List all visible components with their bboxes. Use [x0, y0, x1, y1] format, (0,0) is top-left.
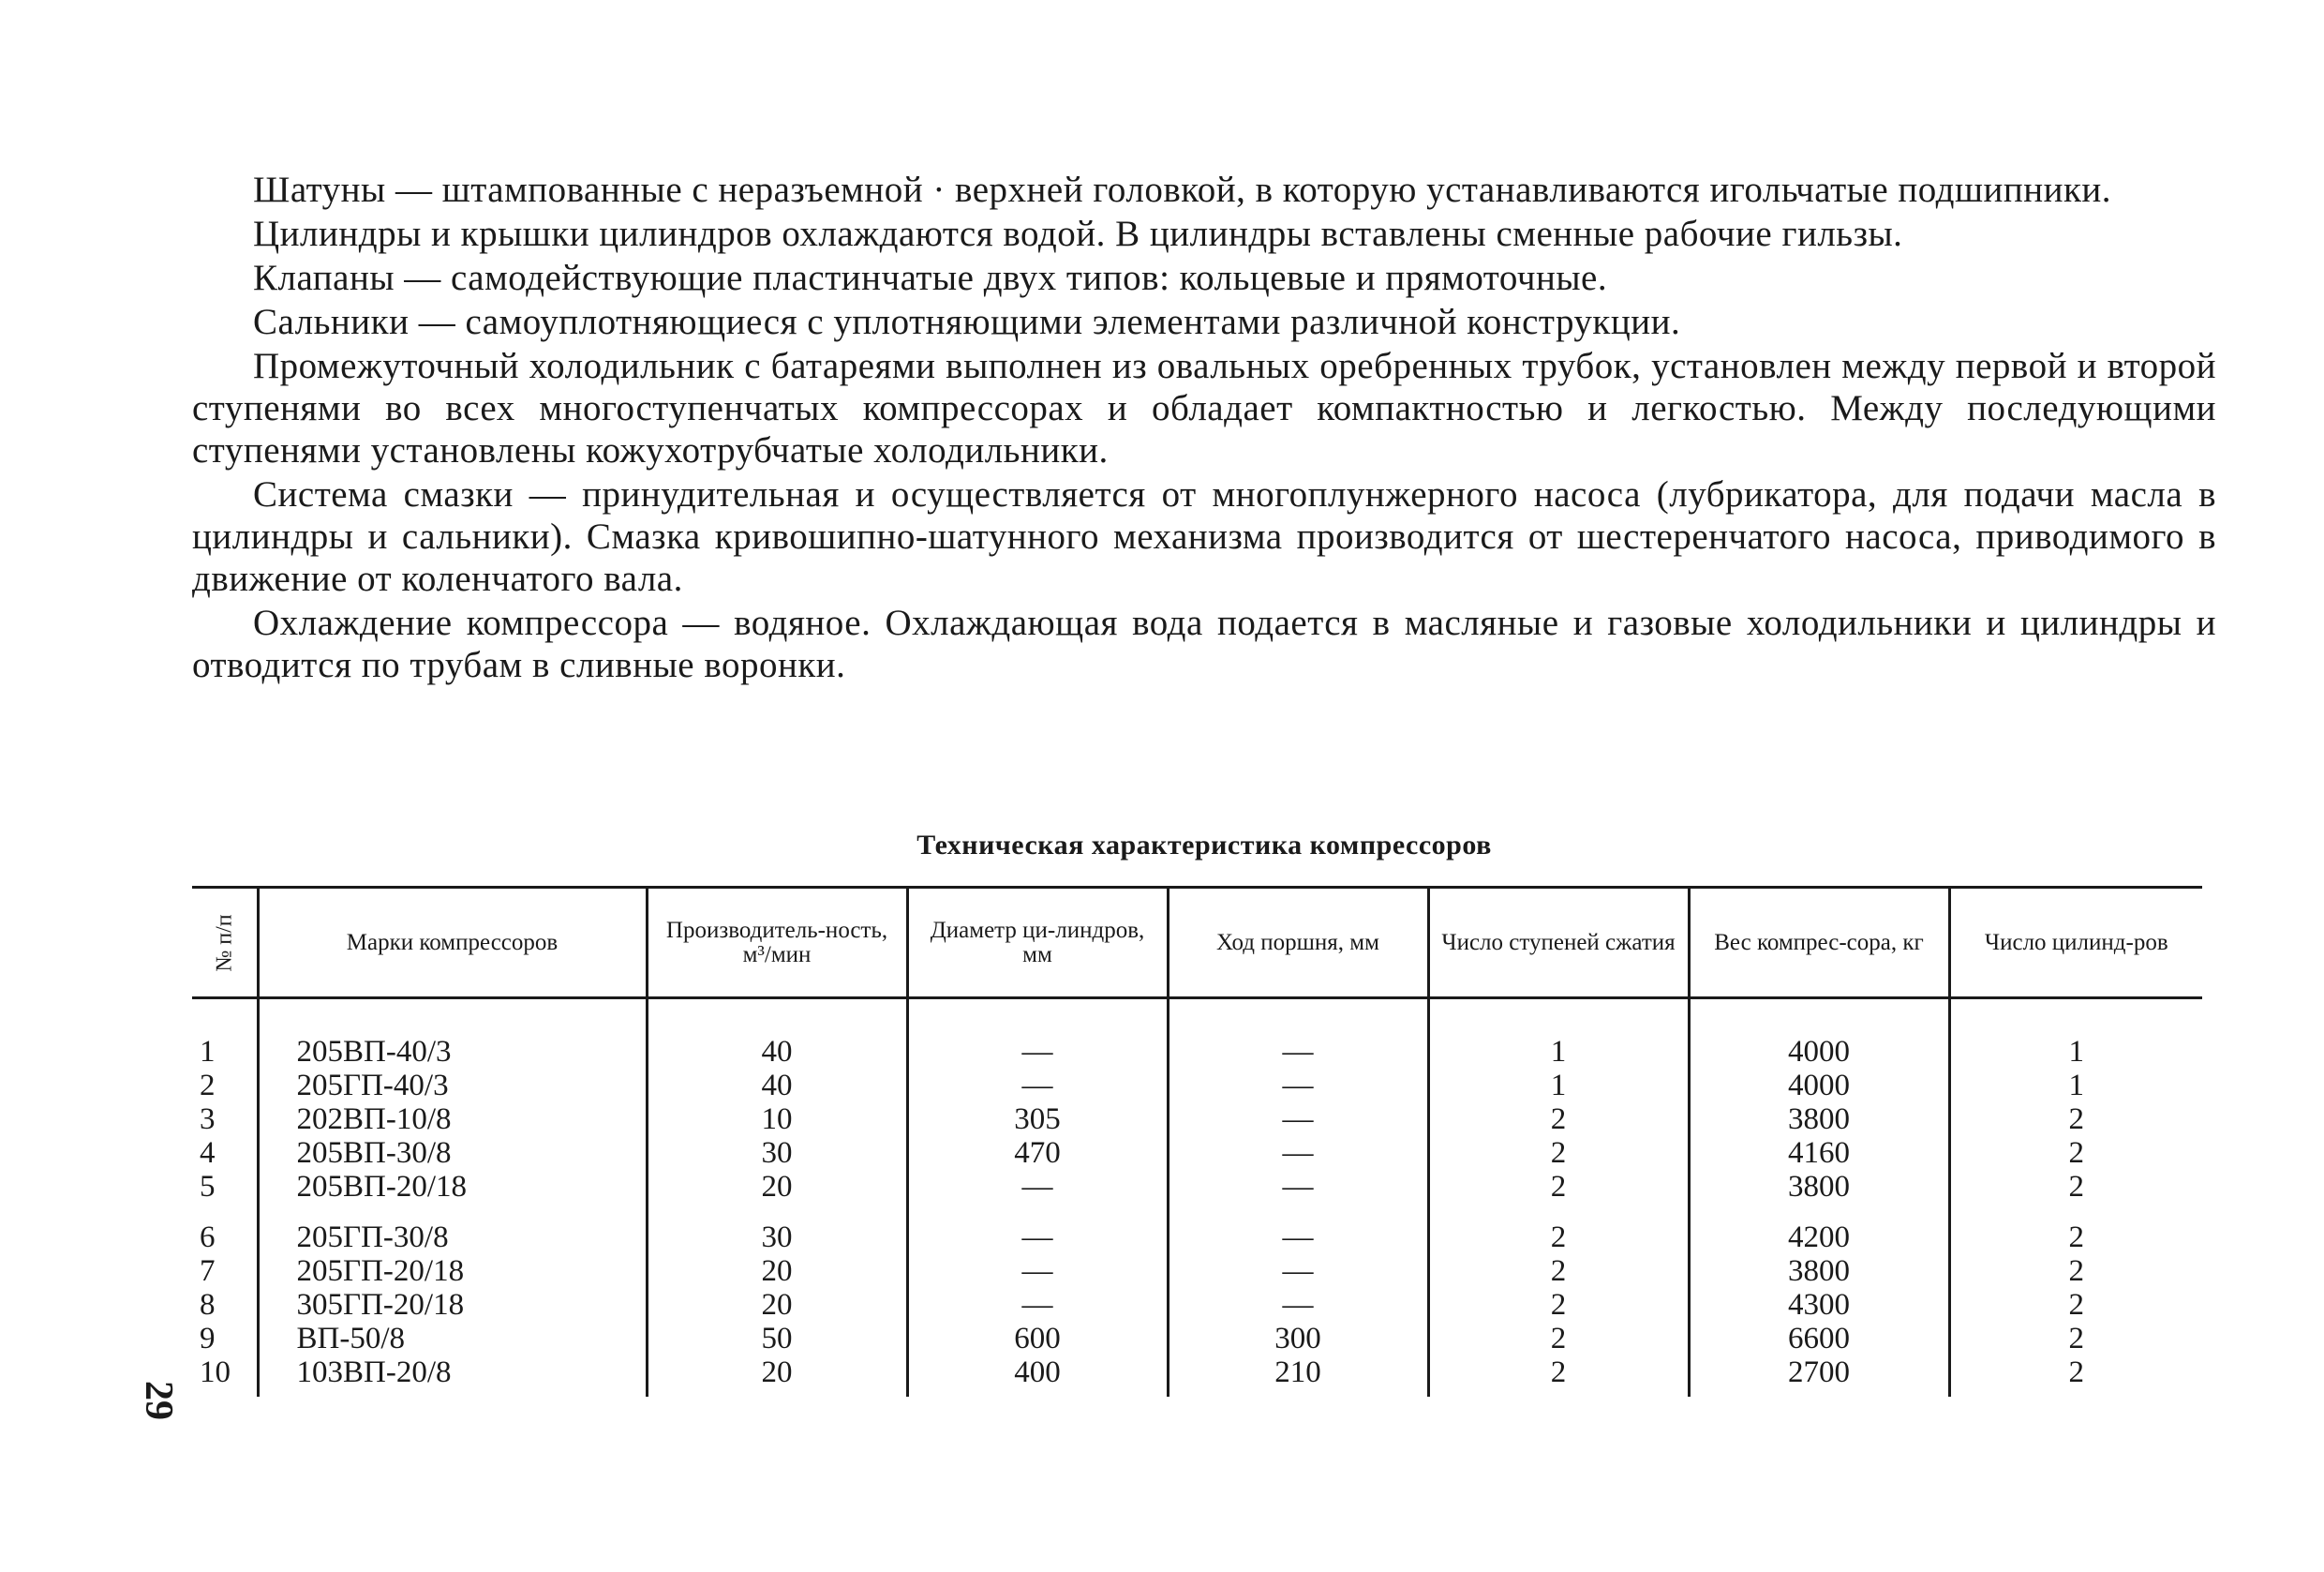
paragraph-cylinders: Цилиндры и крышки цилиндров охлаждаются водой. В цилиндры вставлены сменные рабочие гильзы.	[253, 214, 1903, 254]
paragraph-glands: Сальники — самоуплотняющиеся с уплотняющими элементами различной конструкции.	[253, 302, 1681, 342]
cell-weight: 3800	[1689, 1170, 1949, 1204]
cell-mark: 205ГП-20/18	[258, 1254, 647, 1288]
cell-stroke: —	[1168, 1254, 1428, 1288]
table-row	[192, 1069, 2202, 1102]
table-row	[192, 998, 2202, 1070]
cell-num: 10	[200, 1355, 231, 1389]
header-capacity: Производитель-ность, м³/мин	[647, 888, 907, 998]
cell-mark: 305ГП-20/18	[258, 1288, 647, 1322]
cell-stroke: 300	[1168, 1322, 1428, 1355]
compressor-spec-table	[192, 886, 2202, 1397]
paragraph-intercooler: Промежуточный холодильник с батареями выполнен из овальных оребренных трубок, установлен между первой и второй ступенями во всех многоступенчатых компрессорах и обладает компактностью и легкостью. Между последующими ступенями установлены кожухотрубчатые холодильники.	[192, 346, 2216, 471]
cell-diameter: —	[907, 1288, 1168, 1322]
paragraph-valves: Клапаны — самодействующие пластинчатые двух типов: кольцевые и прямоточные.	[253, 258, 1608, 298]
cell-weight: 4200	[1689, 1204, 1949, 1254]
cell-weight: 3800	[1689, 1102, 1949, 1136]
cell-mark: 205ГП-30/8	[258, 1204, 647, 1254]
paragraph-cooling: Охлаждение компрессора — водяное. Охлаждающая вода подается в масляные и газовые холодильники и цилиндры и отводится по трубам в сливные воронки.	[192, 603, 2216, 685]
table-row	[192, 1204, 2202, 1254]
cell-mark: ВП-50/8	[258, 1322, 647, 1355]
cell-mark: 202ВП-10/8	[258, 1102, 647, 1136]
cell-stroke: —	[1168, 1204, 1428, 1254]
cell-weight: 3800	[1689, 1254, 1949, 1288]
table-row	[192, 1355, 2202, 1397]
cell-cylinders: 2	[1949, 1355, 2202, 1397]
cell-cylinders: 2	[1949, 1322, 2202, 1355]
cell-mark: 205ВП-20/18	[258, 1170, 647, 1204]
table-row	[192, 1170, 2202, 1204]
cell-stages: 2	[1428, 1355, 1689, 1397]
cell-num: 2	[200, 1069, 216, 1102]
cell-capacity: 40	[647, 998, 907, 1070]
cell-diameter: 600	[907, 1322, 1168, 1355]
cell-num: 4	[200, 1136, 216, 1170]
cell-num: 3	[200, 1102, 216, 1136]
cell-diameter: —	[907, 998, 1168, 1070]
table-row	[192, 1322, 2202, 1355]
cell-capacity: 30	[647, 1204, 907, 1254]
cell-num: 8	[200, 1288, 216, 1322]
cell-mark: 103ВП-20/8	[258, 1355, 647, 1397]
header-num: № п/п	[192, 888, 258, 998]
cell-stages: 2	[1428, 1170, 1689, 1204]
cell-stages: 2	[1428, 1254, 1689, 1288]
cell-weight: 4160	[1689, 1136, 1949, 1170]
cell-capacity: 20	[647, 1254, 907, 1288]
cell-num: 6	[200, 1220, 216, 1254]
cell-diameter: —	[907, 1069, 1168, 1102]
cell-weight: 2700	[1689, 1355, 1949, 1397]
cell-capacity: 40	[647, 1069, 907, 1102]
cell-cylinders: 2	[1949, 1254, 2202, 1288]
table-row	[192, 1254, 2202, 1288]
cell-cylinders: 2	[1949, 1204, 2202, 1254]
body-text	[192, 169, 2216, 688]
cell-weight: 6600	[1689, 1322, 1949, 1355]
cell-diameter: —	[907, 1204, 1168, 1254]
cell-diameter: 400	[907, 1355, 1168, 1397]
cell-num: 7	[200, 1254, 216, 1288]
cell-mark: 205ВП-40/3	[258, 998, 647, 1070]
paragraph-connecting-rods: Шатуны — штампованные с неразъемной · верхней головкой, в которую устанавливаются игольчатые подшипники.	[253, 170, 2112, 210]
paragraph-lubrication: Система смазки — принудительная и осуществляется от многоплунжерного насоса (лубрикатора, для подачи масла в цилиндры и сальники). Смазка кривошипно-шатунного механизма производится от шестеренчатого насоса, приводимого в движение от коленчатого вала.	[192, 474, 2216, 599]
table-header-row	[192, 888, 2202, 998]
cell-num: 5	[200, 1170, 216, 1204]
cell-stroke: —	[1168, 1288, 1428, 1322]
cell-weight: 4300	[1689, 1288, 1949, 1322]
cell-diameter: —	[907, 1170, 1168, 1204]
table-row	[192, 1136, 2202, 1170]
cell-stroke: —	[1168, 1136, 1428, 1170]
cell-cylinders: 1	[1949, 1069, 2202, 1102]
table-row	[192, 1102, 2202, 1136]
cell-mark: 205ГП-40/3	[258, 1069, 647, 1102]
cell-stages: 2	[1428, 1102, 1689, 1136]
cell-cylinders: 2	[1949, 1102, 2202, 1136]
cell-stroke: —	[1168, 998, 1428, 1070]
cell-stages: 2	[1428, 1288, 1689, 1322]
cell-diameter: 470	[907, 1136, 1168, 1170]
cell-cylinders: 1	[1949, 998, 2202, 1070]
table-title: Техническая характеристика компрессоров	[916, 830, 1492, 861]
cell-stages: 1	[1428, 998, 1689, 1070]
cell-capacity: 20	[647, 1288, 907, 1322]
cell-stroke: 210	[1168, 1355, 1428, 1397]
cell-diameter: —	[907, 1254, 1168, 1288]
header-stroke: Ход поршня, мм	[1168, 888, 1428, 998]
cell-diameter: 305	[907, 1102, 1168, 1136]
cell-stages: 2	[1428, 1322, 1689, 1355]
header-diameter: Диаметр ци-линдров, мм	[907, 888, 1168, 998]
cell-mark: 205ВП-30/8	[258, 1136, 647, 1170]
cell-cylinders: 2	[1949, 1288, 2202, 1322]
cell-cylinders: 2	[1949, 1170, 2202, 1204]
cell-weight: 4000	[1689, 998, 1949, 1070]
cell-stroke: —	[1168, 1102, 1428, 1136]
header-weight: Вес компрес-сора, кг	[1689, 888, 1949, 998]
cell-capacity: 50	[647, 1322, 907, 1355]
header-cylinders: Число цилинд-ров	[1949, 888, 2202, 998]
cell-num: 9	[200, 1322, 216, 1355]
cell-stroke: —	[1168, 1069, 1428, 1102]
page-number: 29	[137, 1381, 180, 1420]
cell-num: 1	[200, 1035, 216, 1069]
table-row	[192, 1288, 2202, 1322]
cell-weight: 4000	[1689, 1069, 1949, 1102]
cell-capacity: 20	[647, 1355, 907, 1397]
header-stages: Число ступеней сжатия	[1428, 888, 1689, 998]
cell-stages: 1	[1428, 1069, 1689, 1102]
cell-capacity: 30	[647, 1136, 907, 1170]
cell-stages: 2	[1428, 1136, 1689, 1170]
cell-capacity: 20	[647, 1170, 907, 1204]
cell-stroke: —	[1168, 1170, 1428, 1204]
cell-capacity: 10	[647, 1102, 907, 1136]
cell-cylinders: 2	[1949, 1136, 2202, 1170]
header-mark: Марки компрессоров	[258, 888, 647, 998]
cell-stages: 2	[1428, 1204, 1689, 1254]
